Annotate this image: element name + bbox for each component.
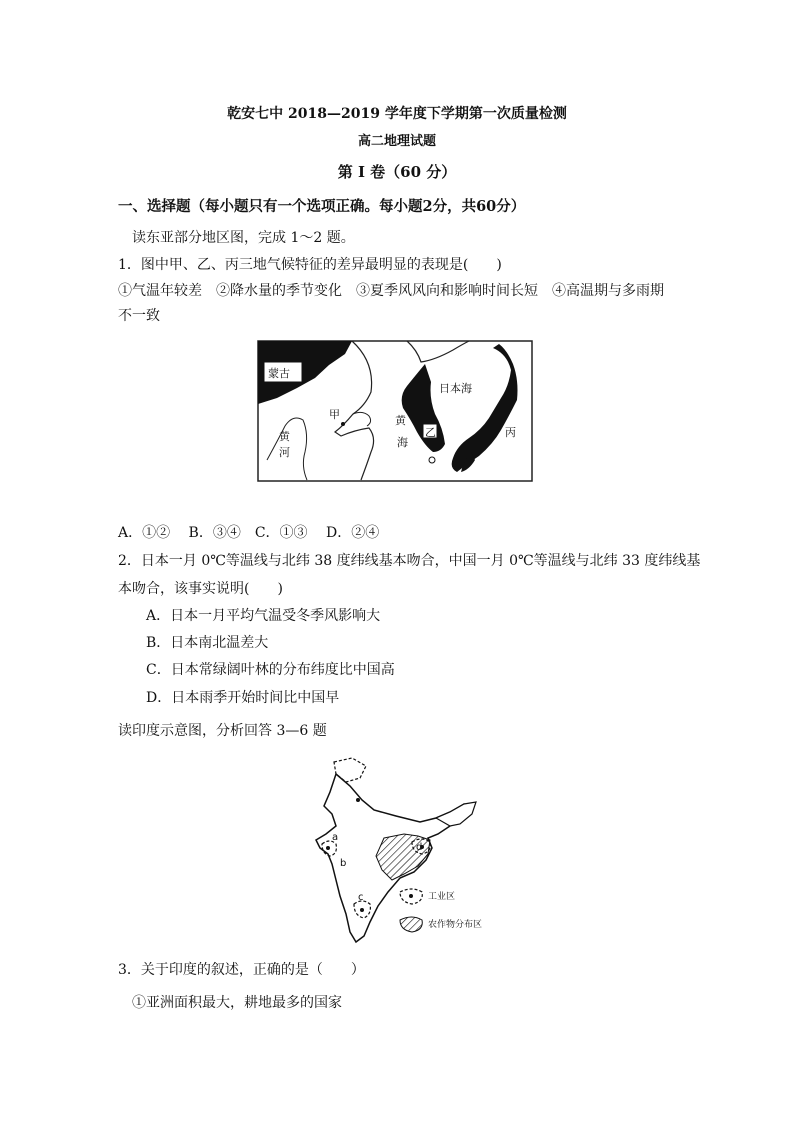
q2-option-c: C．日本常绿阔叶林的分布纬度比中国高 xyxy=(146,662,395,678)
map1-label-bing: 丙 xyxy=(505,426,516,439)
map1-label-mongolia: 蒙古 xyxy=(268,367,290,380)
q2-stem-line1: 2．日本一月 0℃等温线与北纬 38 度纬线基本吻合，中国一月 0℃等温线与北纬 33 度纬线基 xyxy=(118,553,701,569)
india-label-b: b xyxy=(340,858,347,869)
q3-option1: ①亚洲面积最大，耕地最多的国家 xyxy=(132,995,342,1011)
intro-q3-6: 读印度示意图，分析回答 3—6 题 xyxy=(118,723,327,739)
east-asia-map xyxy=(257,340,533,482)
section-heading: 一、选择题（每小题只有一个选项正确。每小题2分，共60分） xyxy=(118,198,526,215)
india-label-d: d xyxy=(416,842,423,853)
map1-label-yi: 乙 xyxy=(425,426,436,439)
volume-heading: 第 I 卷（60 分） xyxy=(337,163,457,181)
section-intro: 读东亚部分地区图，完成 1～2 题。 xyxy=(132,230,355,246)
q2-option-b: B．日本南北温差大 xyxy=(146,635,269,651)
india-label-a: a xyxy=(332,832,339,843)
legend-crop-symbol xyxy=(400,917,422,932)
q3-stem: 3．关于印度的叙述，正确的是（ ） xyxy=(118,962,365,978)
map1-label-japan-sea: 日本海 xyxy=(439,382,472,395)
legend-crop-label: 农作物分布区 xyxy=(428,920,483,930)
q2-option-a: A．日本一月平均气温受冬季风影响大 xyxy=(146,608,381,624)
legend-industry-label: 工业区 xyxy=(428,892,456,902)
q1-options-line1: ①气温年较差 ②降水量的季节变化 ③夏季风风向和影响时间长短 ④高温期与多雨期 xyxy=(118,283,664,299)
map1-label-he: 河 xyxy=(279,446,290,459)
q1-options-line2: 不一致 xyxy=(118,308,160,324)
india-map xyxy=(300,756,496,948)
q2-stem-line2: 本吻合，该事实说明( ) xyxy=(118,581,283,597)
map1-label-huang: 黄 xyxy=(395,414,406,427)
map1-label-hai: 海 xyxy=(397,436,408,449)
exam-title: 乾安七中 2018—2019 学年度下学期第一次质量检测 xyxy=(227,106,567,122)
q2-option-d: D．日本雨季开始时间比中国早 xyxy=(146,690,340,706)
india-label-c: c xyxy=(358,892,364,903)
exam-subtitle: 高二地理试题 xyxy=(357,134,436,149)
map1-label-huang2: 黄 xyxy=(279,430,290,443)
map1-label-jia: 甲 xyxy=(329,408,340,421)
q1-stem: 1．图中甲、乙、丙三地气候特征的差异最明显的表现是( ) xyxy=(118,257,502,273)
q1-choices: A．①② B．③④ C．①③ D．②④ xyxy=(118,525,380,541)
